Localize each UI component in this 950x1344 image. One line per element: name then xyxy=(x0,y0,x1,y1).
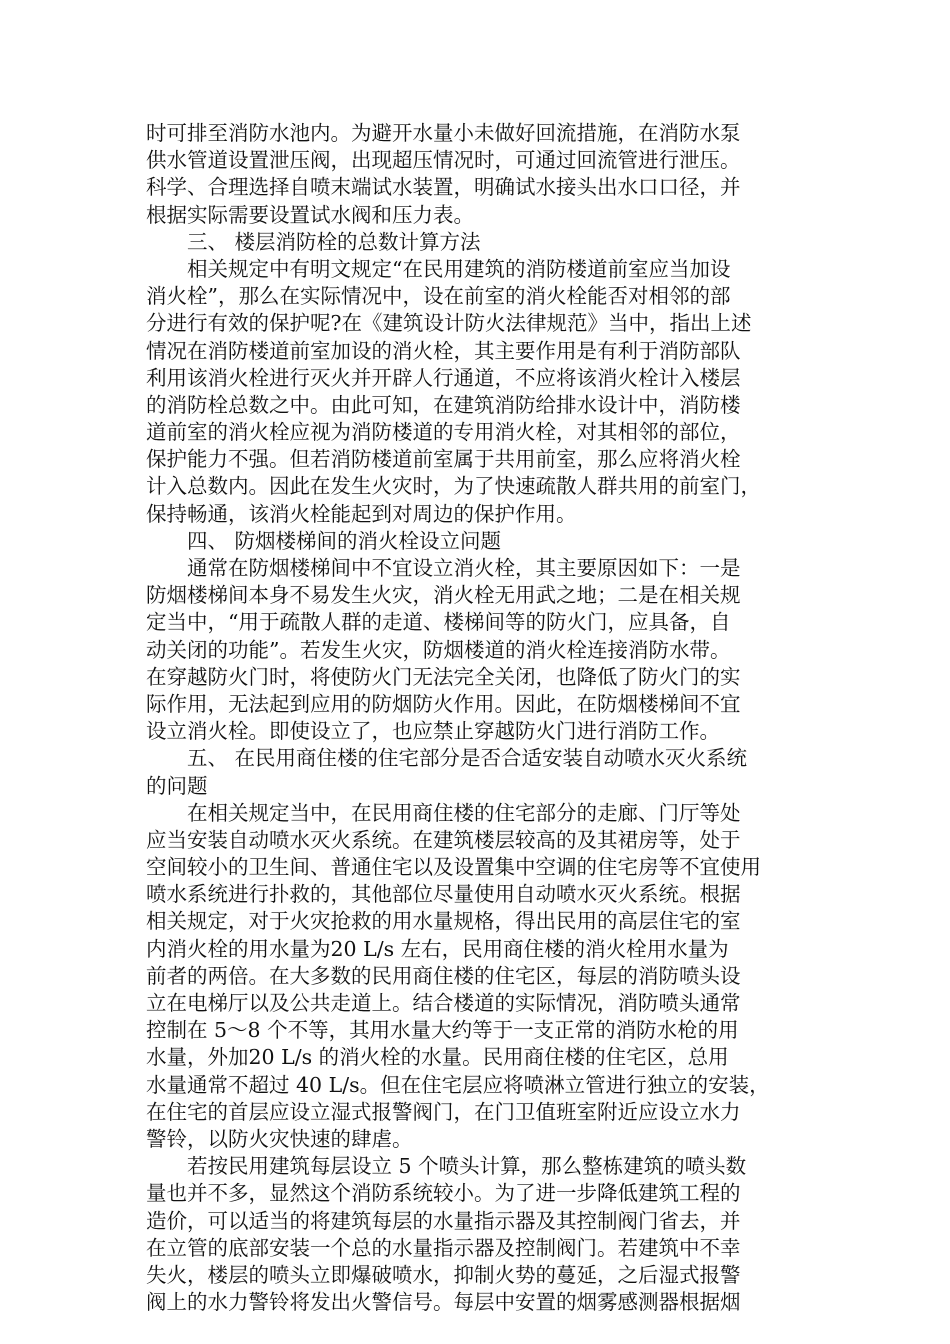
text-line: 在相关规定当中，在民用商住楼的住宅部分的走廊、门厅等处 xyxy=(187,800,741,825)
text-line: 道前室的消火栓应视为消防楼道的专用消火栓，对其相邻的部位， xyxy=(146,420,741,445)
text-line: 在住宅的首层应设立湿式报警阀门，在门卫值班室附近应设立水力 xyxy=(146,1099,741,1124)
text-line: 控制在 5～8 个不等，其用水量大约等于一支正常的消防水枪的用 xyxy=(146,1018,739,1043)
text-line: 设立消火栓。即使设立了，也应禁止穿越防火门进行消防工作。 xyxy=(146,719,720,744)
text-line: 保护能力不强。但若消防楼道前室属于共用前室，那么应将消火栓 xyxy=(146,447,741,472)
text-line: 在穿越防火门时，将使防火门无法完全关闭，也降低了防火门的实 xyxy=(146,664,741,689)
text-line: 利用该消火栓进行灭火并开辟人行通道，不应将该消火栓计入楼层 xyxy=(146,365,741,390)
text-line: 定当中，“用于疏散人群的走道、楼梯间等的防火门，应具备，自 xyxy=(146,610,731,635)
text-line: 内消火栓的用水量为20 L/s 左右，民用商住楼的消火栓用水量为 xyxy=(146,936,729,961)
text-line: 际作用，无法起到应用的防烟防火作用。因此，在防烟楼梯间不宜 xyxy=(146,691,741,716)
text-line: 动关闭的功能”。若发生火灾，防烟楼道的消火栓连接消防水带。 xyxy=(146,637,731,662)
text-line: 分进行有效的保护呢?在《建筑设计防火法律规范》当中，指出上述 xyxy=(146,311,752,336)
text-line: 应当安装自动喷水灭火系统。在建筑楼层较高的及其裙房等，处于 xyxy=(146,827,741,852)
text-line: 供水管道设置泄压阀，出现超压情况时，可通过回流管进行泄压。 xyxy=(146,148,741,173)
text-line: 量也并不多，显然这个消防系统较小。为了进一步降低建筑工程的 xyxy=(146,1181,741,1206)
text-line: 水量通常不超过 40 L/s。但在住宅层应将喷淋立管进行独立的安装， xyxy=(146,1072,770,1097)
text-line: 时可排至消防水池内。为避开水量小未做好回流措施，在消防水泵 xyxy=(146,121,741,145)
text-line: 警铃，以防火灾快速的肆虐。 xyxy=(146,1126,413,1151)
text-line: 水量，外加20 L/s 的消火栓的水量。民用商住楼的住宅区，总用 xyxy=(146,1045,729,1070)
text-line: 计入总数内。因此在发生火灾时，为了快速疏散人群共用的前室门， xyxy=(146,474,761,499)
text-line: 通常在防烟楼梯间中不宜设立消火栓，其主要原因如下：一是 xyxy=(187,556,741,580)
text-line: 前者的两倍。在大多数的民用商住楼的住宅区，每层的消防喷头设 xyxy=(146,963,741,988)
text-line: 若按民用建筑每层设立 5 个喷头计算，那么整栋建筑的喷头数 xyxy=(187,1154,747,1179)
text-line: 科学、合理选择自喷末端试水装置，明确试水接头出水口口径，并 xyxy=(146,175,741,200)
section-heading: 三、 楼层消防栓的总数计算方法 xyxy=(187,229,481,254)
text-line: 防烟楼梯间本身不易发生火灾，消火栓无用武之地；二是在相关规 xyxy=(146,583,741,608)
section-heading: 五、 在民用商住楼的住宅部分是否合适安装自动喷水灭火系统 xyxy=(187,746,748,771)
document-page xyxy=(146,120,806,1316)
text-line: 空间较小的卫生间、普通住宅以及设置集中空调的住宅房等不宜使用 xyxy=(146,855,761,880)
text-line: 造价，可以适当的将建筑每层的水量指示器及其控制阀门省去，并 xyxy=(146,1208,741,1233)
section-heading: 四、 防烟楼梯间的消火栓设立问题 xyxy=(187,528,502,553)
text-line: 的问题 xyxy=(146,773,208,798)
text-line: 立在电梯厅以及公共走道上。结合楼道的实际情况，消防喷头通常 xyxy=(146,991,741,1015)
text-line: 相关规定中有明文规定“在民用建筑的消防楼道前室应当加设 xyxy=(187,256,731,281)
text-line: 保持畅通，该消火栓能起到对周边的保护作用。 xyxy=(146,501,577,526)
text-line: 喷水系统进行扑救的，其他部位尽量使用自动喷水灭火系统。根据 xyxy=(146,882,741,907)
text-line: 失火，楼层的喷头立即爆破喷水，抑制火势的蔓延，之后湿式报警 xyxy=(146,1262,741,1287)
text-line: 根据实际需要设置试水阀和压力表。 xyxy=(146,202,474,227)
text-line: 情况在消防楼道前室加设的消火栓，其主要作用是有利于消防部队 xyxy=(146,338,741,363)
text-line: 阀上的水力警铃将发出火警信号。每层中安置的烟雾感测器根据烟 xyxy=(146,1290,741,1315)
text-line: 的消防栓总数之中。由此可知，在建筑消防给排水设计中，消防楼 xyxy=(146,392,741,417)
text-line: 消火栓”，那么在实际情况中，设在前室的消火栓能否对相邻的部 xyxy=(146,284,731,309)
text-line: 在立管的底部安装一个总的水量指示器及控制阀门。若建筑中不幸 xyxy=(146,1235,741,1260)
text-line: 相关规定，对于火灾抢救的用水量规格，得出民用的高层住宅的室 xyxy=(146,909,741,934)
